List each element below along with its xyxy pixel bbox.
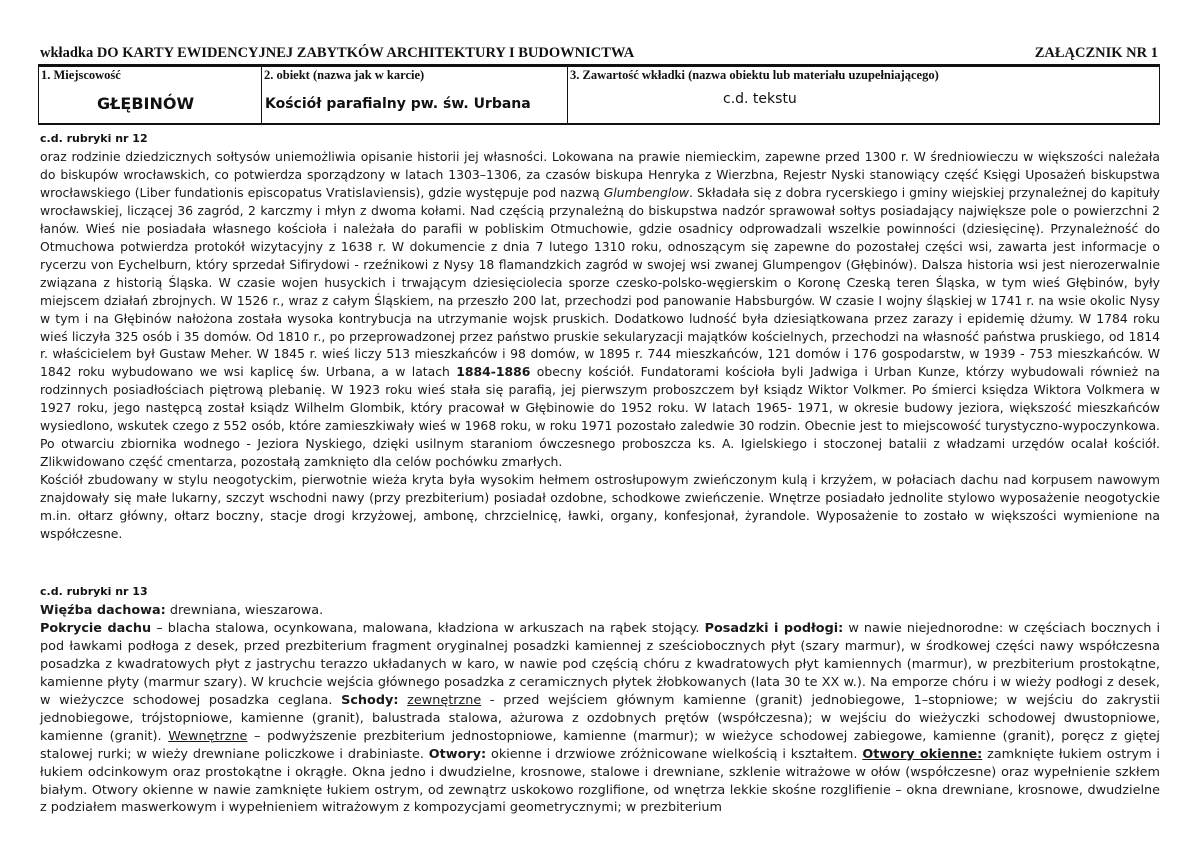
field-miejscowosc-value: GŁĘBINÓW xyxy=(97,94,195,113)
construction-details-paragraph: Pokrycie dachu – blacha stalowa, ocynkowana, malowana, kładziona w arkuszach na rąbek stojący. Posadzki i podłogi: w nawie niejednorodne: w częściach bocznych i pod ławkami podłoga z desek, przed prezbiterium fragment oryginalnej posadzki kamiennej z sześciobocznych płyt (szary marmur), w środkowej części nawy współczesna posadzka z kwadratowych płyt z jastrychu terazzo układanych w karo, w nawie pod częścią chóru z kwadratowych płyt kamiennych (marmur), w prezbiterium prostokątne, kamienne płyty (marmur szary). W kruchcie wejścia głównego posadzka z ceramicznych płytek żłobkowanych (lata 30 te XX w.). Na emporze chóru i w wieży podłogi z desek, w wieżyczce schodowej posadzka ceglana. Schody: zewnętrzne - przed wejściem głównym kamienne (granit) jednobiegowe, 1–stopniowe; w wejściu do zakrystii jednobiegowe, trójstopniowe, kamienne (granit), balustrada stalowa, ażurowa z ozdobnych prętów (współczesna); w wejściu do wieżyczki schodowej dwustopniowe, kamienne (granit). Wewnętrzne – podwyższenie prezbiterium jednostopniowe, kamienne (marmur); w wieżyce schodowej zabiegowe, kamienne (granit), poręcz z giętej stalowej rurki; w wieży drewniane policzkowe i drabiniaste. Otwory: okienne i drzwiowe zróżnicowane wielkością i kształtem. Otwory okienne: zamknięte łukiem ostrym i łukiem odcinkowym oraz prostokątne i okrągłe. Okna jedno i dwudzielne, krosnowe, stalowe i drewniane, szklenie witrażowe w ołów (współczesne) oraz wypełnienie szkłem białym. Otwory okienne w nawie zamknięte łukiem ostrym, od zewnątrz uskokowo rozglifione, od wnętrza lekkie skośne rozglifienie – okna drewniane, krosnowe, dwudzielne z podziałem maswerkowym i wypełnieniem witrażowym z kompozycjami geometrycznymi; w prezbiterium xyxy=(40,620,1161,816)
record-card-insert xyxy=(38,42,1161,816)
field-obiekt-value: Kościół parafialny pw. św. Urbana xyxy=(265,96,531,112)
field-obiekt xyxy=(262,67,568,123)
field-miejscowosc xyxy=(39,67,262,123)
field-miejscowosc-label: 1. Miejscowość xyxy=(41,68,121,82)
field-zawartosc-label: 3. Zawartość wkładki (nazwa obiektu lub materiału uzupełniającego) xyxy=(570,68,939,82)
annex-number: ZAŁĄCZNIK NR 1 xyxy=(1034,45,1158,61)
field-obiekt-label: 2. obiekt (nazwa jak w karcie) xyxy=(264,68,425,82)
section-12-text xyxy=(40,148,1160,543)
document-title: wkładka DO KARTY EWIDENCYJNEJ ZABYTKÓW ARCHITEKTURY I BUDOWNICTWA xyxy=(40,45,635,61)
section-13-text xyxy=(40,602,1160,817)
section-12-label: c.d. rubryki nr 12 xyxy=(40,132,148,145)
identification-fields xyxy=(38,67,1160,125)
document-header xyxy=(38,42,1160,62)
church-description-paragraph: Kościół zbudowany w stylu neogotyckim, pierwotnie wieża kryta była wysokim hełmem ostrosłupowym zwieńczonym kulą i krzyżem, w połaciach dachu nad korpusem nawowym znajdowały się małe lukarny, szczyt wschodni nawy (przy prezbiterium) posiadał ozdobne, schodkowe zwieńczenie. Wnętrze posiadało jednolite stylowo wyposażenie neogotyckie m.in. ołtarz główny, ołtarz boczny, stacje drogi krzyżowej, ambonę, chrzcielnicę, ławki, organy, konfesjonał, żyrandole. Wyposażenie to zostało w większości wymienione na współczesne. xyxy=(40,472,1160,542)
history-paragraph: oraz rodzinie dziedzicznych sołtysów uniemożliwia opisanie historii jej własności. Lokowana na prawie niemieckim, zapewne przed 1300 r. W średniowieczu w większości należała do biskupów wrocławskich, co potwierdza sporządzony w latach 1303–1306, za czasów biskupa Henryka z Wierzbna, Rejestr Nyski stanowiący część Księgi Uposażeń biskupstwa wrocławskiego (Liber fundationis episcopatus Vratislaviensis), gdzie występuje pod nazwą Glumbenglow. Składała się z dobra rycerskiego i gminy wiejskiej przynależnej do kapituły wrocławskiej, liczącej 36 zagród, 2 karczmy i młyn z dwoma kołami. Nad częścią przynależną do biskupstwa nadzór sprawował sołtys posiadający największe pole o powierzchni 2 łanów. Wieś nie posiadała własnego kościoła i należała do parafii w pobliskim Otmuchowie, gdzie osadnicy odprowadzali wszelkie powinności (dziesięcinę). Przynależność do Otmuchowa potwierdza protokół wizytacyjny z 1638 r. W dokumencie z dnia 7 lutego 1310 roku, odnoszącym się zapewne do pozostałej części wsi, zawarta jest informacje o rycerzu von Eychelburn, który sprzedał Sifirydowi - rzeźnikowi z Nysy 18 flamandzkich zagród w swojej wsi zwanej Glumpengov (Głębinów). Dalsza historia wsi jest nierozerwalnie związana z historią Śląska. W czasie wojen husyckich i trwającym dziesięciolecia sporze czesko-polsko-węgierskim o Koronę Czeską teren Śląska, w tym wieś Głębinów, były miejscem działań zbrojnych. W 1526 r., wraz z całym Śląskiem, na przeszło 200 lat, przechodzi pod panowanie Habsburgów. W czasie I wojny śląskiej w 1741 r. na wsie okolic Nysy w tym i na Głębinów nałożona została wysoka kontrybucja na utrzymanie wojsk pruskich. Dodatkowo ludność była dziesiątkowana przez zarazy i epidemię dżumy. W 1784 roku wieś liczyła 325 osób i 35 domów. Od 1810 r., po przeprowadzonej przez państwo pruskie sekularyzacji majątków kościelnych, przechodzi na własność państwa pruskiego, od 1814 r. właścicielem był Gustaw Meher. W 1845 r. wieś liczy 513 mieszkańców i 98 domów, w 1895 r. 744 mieszkańców, 121 domów i 176 gospodarstw, w 1939 - 753 mieszkańców. W 1842 roku wybudowano we wsi kaplicę św. Urbana, a w latach 1884-1886 obecny kościół. Fundatorami kościoła byli Jadwiga i Urban Kunze, którzy wybudowali również na rodzinnych posiadłościach piętrową plebanię. W 1923 roku wieś stała się parafią, jej pierwszym proboszczem był ksiądz Wiktor Volkmer. Po śmierci księdza Wiktora Volkmera w 1927 roku, jego następcą został ksiądz Wilhelm Glombik, który pracował w Głębinowie do 1952 roku. W latach 1965- 1971, w okresie budowy jeziora, większość mieszkańców wysiedlono, wskutek czego z 552 osób, które zamieszkiwały wieś w 1968 roku, w roku 1971 pozostało zaledwie 30 rodzin. Obecnie jest to miejscowość turystyczno-wypoczynkowa. Po otwarciu zbiornika wodnego - Jeziora Nyskiego, dzięki usilnym staraniom ówczesnego proboszcza ks. A. Igielskiego i stoczonej batalii z władzami urzędów ocalał kościół. Zlikwidowano część cmentarza, pozostałą zamknięto dla celów pochówku zmarłych. xyxy=(40,149,1161,470)
section-13-label: c.d. rubryki nr 13 xyxy=(40,585,148,598)
roof-structure-line: Więźba dachowa: drewniana, wieszarowa. xyxy=(40,603,324,618)
field-zawartosc xyxy=(568,67,1159,123)
field-zawartosc-value: c.d. tekstu xyxy=(723,91,797,107)
